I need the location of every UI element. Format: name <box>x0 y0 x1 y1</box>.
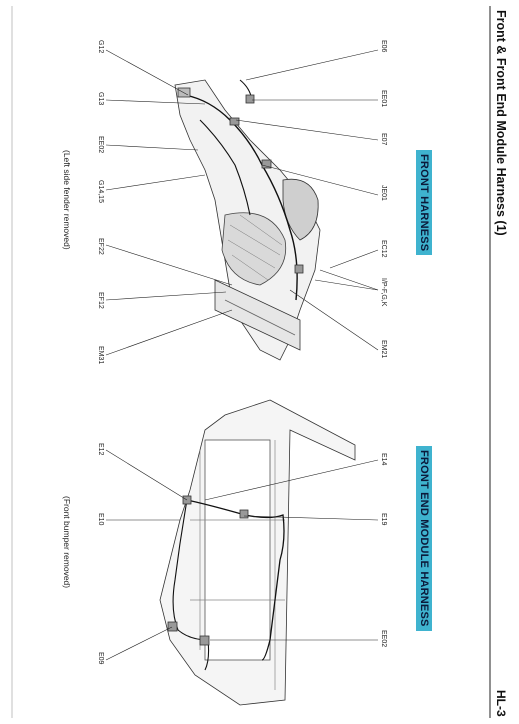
label-e10: E10 <box>97 513 104 526</box>
label-e06: E06 <box>380 40 387 53</box>
label-e19: E19 <box>380 513 387 526</box>
front-harness-illustration <box>175 80 320 360</box>
label-e12: E12 <box>97 443 104 456</box>
label-g14-15: G14,15 <box>97 180 104 203</box>
label-ee01: EE01 <box>380 90 387 108</box>
label-em31: EM31 <box>97 346 104 365</box>
front-harness-banner: FRONT HARNESS <box>416 150 432 255</box>
label-ef12: EF12 <box>97 292 104 309</box>
front-end-module-illustration <box>160 400 355 705</box>
label-g13: G13 <box>97 92 104 106</box>
page-number: HL-3 <box>494 690 508 717</box>
front-end-module-caption: (Front bumper removed) <box>62 496 72 589</box>
front-end-module-banner: FRONT END MODULE HARNESS <box>416 446 432 631</box>
label-ee02: EE02 <box>97 136 104 154</box>
label-ec12: EC12 <box>380 240 387 258</box>
label-je01: JE01 <box>380 185 387 201</box>
label-ef22: EF22 <box>97 238 104 255</box>
label-em21: EM21 <box>380 340 387 359</box>
label-e09: E09 <box>97 652 104 665</box>
front-harness-caption: (Left side fender removed) <box>62 150 72 250</box>
label-ip-fgk: I/P-F,G,K <box>380 278 387 307</box>
label-ee02-fem: EE02 <box>380 630 387 648</box>
label-g12: G12 <box>97 40 104 54</box>
label-e14: E14 <box>380 453 387 466</box>
label-e07: E07 <box>380 133 387 146</box>
page-title: Front & Front End Module Harness (1) <box>494 10 508 236</box>
